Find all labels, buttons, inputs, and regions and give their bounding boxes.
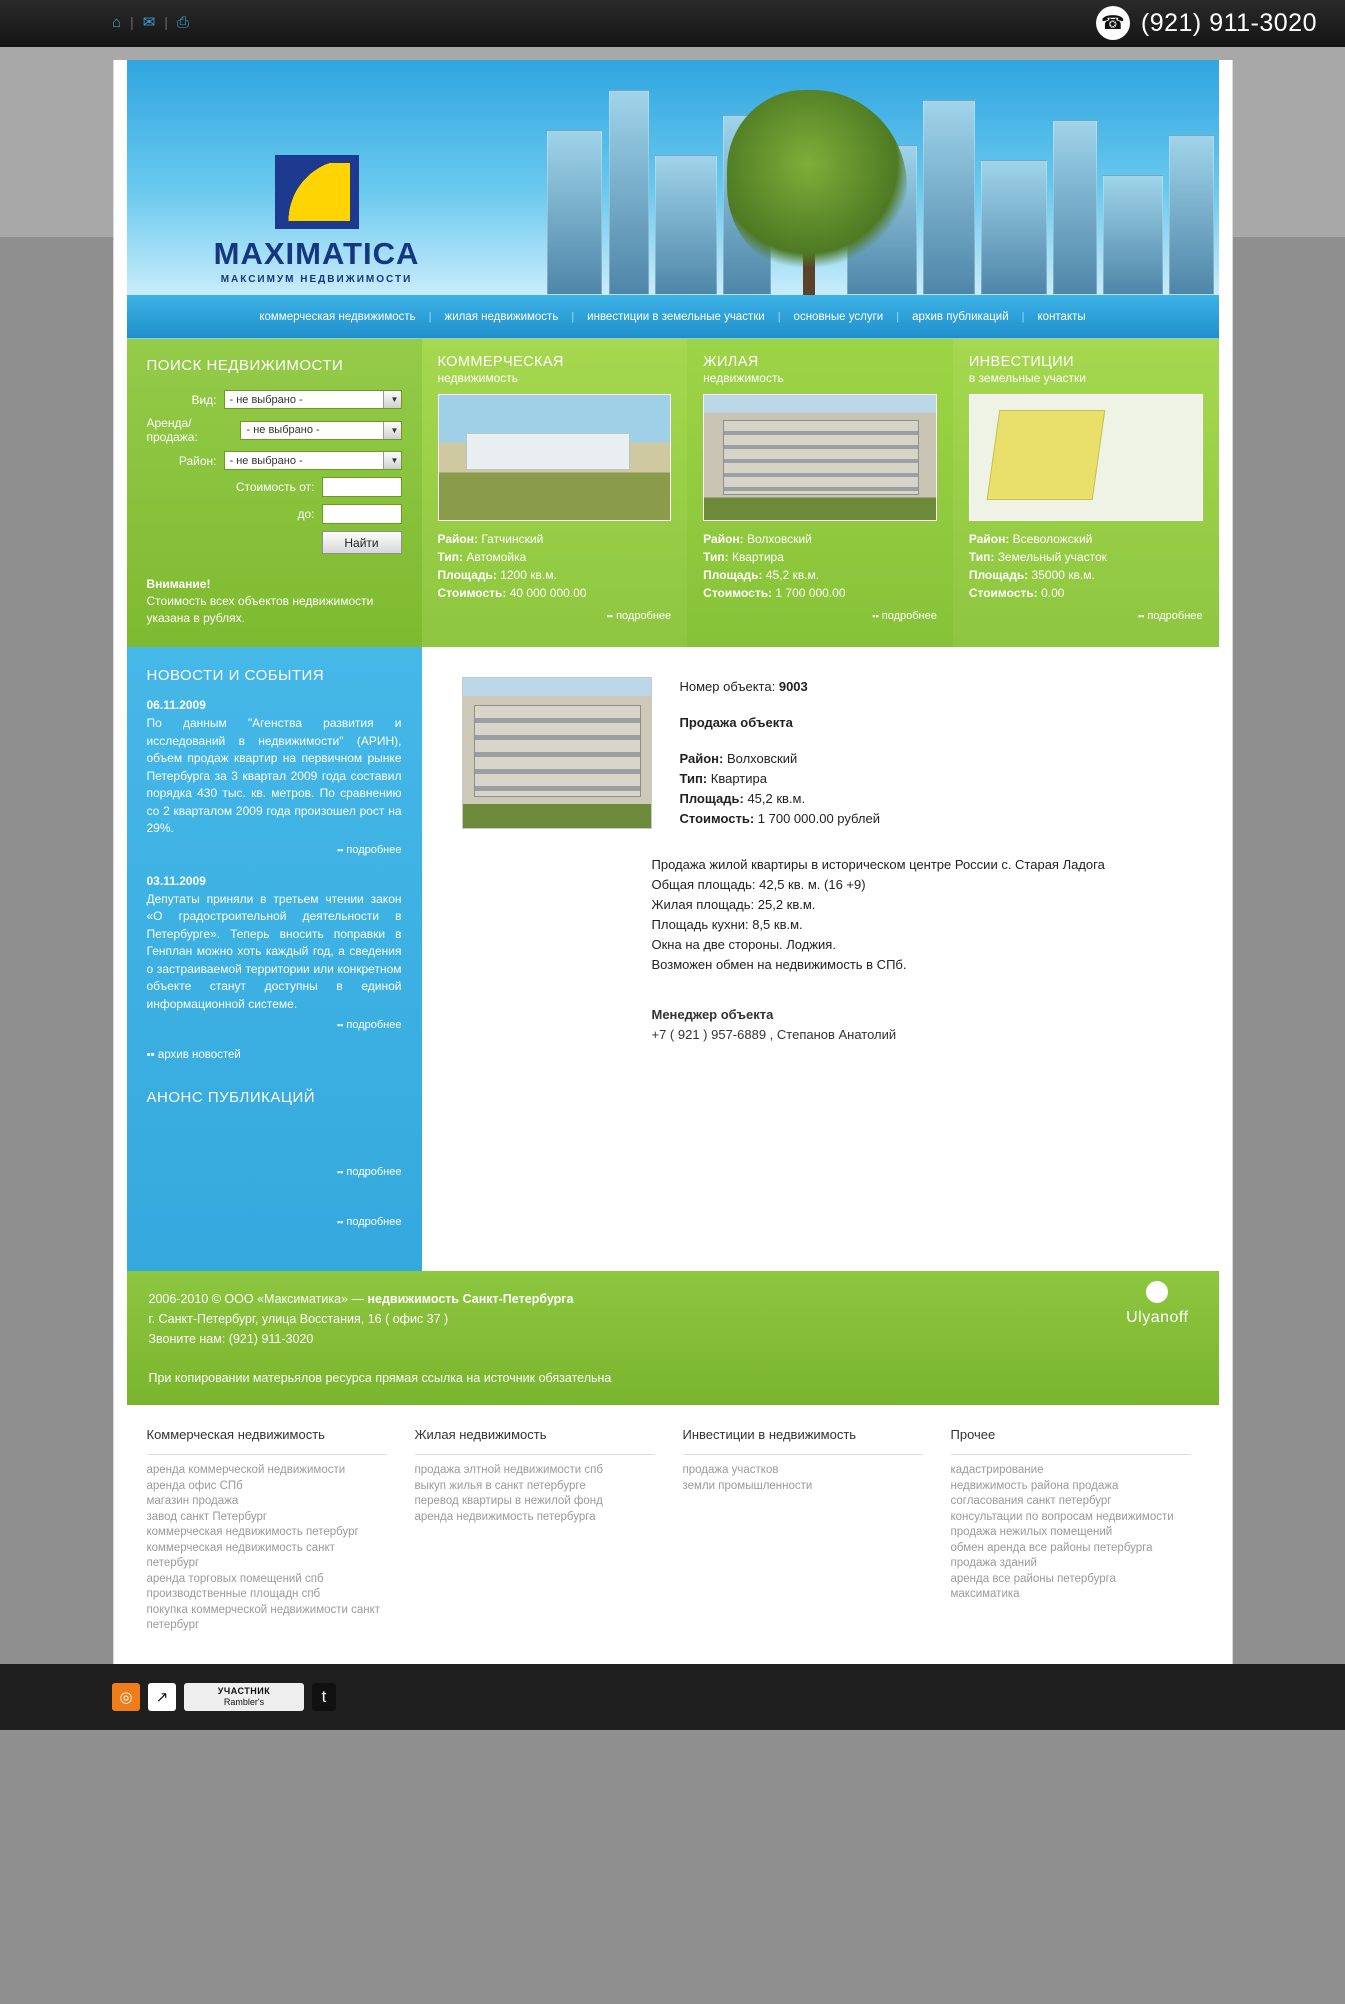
list-item[interactable]: аренда коммерческой недвижимости (146, 1464, 346, 1476)
news-archive-link[interactable]: архив новостей (157, 1049, 241, 1061)
card-investment-more-link[interactable]: подробнее (1147, 610, 1203, 622)
card-type-label: Тип: (437, 550, 463, 564)
link-list (147, 1463, 387, 1634)
object-manager (652, 1005, 1194, 1045)
price-from-input[interactable] (322, 477, 402, 497)
phone-number: (921) 911-3020 (1140, 8, 1317, 37)
news-text: Депутаты приняли в третьем чтении закон «О градостроительной деятельности в Петербурге». Теперь вносить поправки в Генплан можно хоть каждый год, а сведения о застраиваемой территории или конкретном объекте станут доступны в единой информационной системе. (146, 891, 402, 1011)
page-container (113, 60, 1233, 1664)
card-commercial-more (438, 610, 672, 622)
card-price-label: Стоимость: (703, 586, 773, 600)
card-district-value: Гатчинский (481, 532, 544, 546)
list-item[interactable]: продажа элтной недвижимости спб (414, 1464, 603, 1476)
card-type-label: Тип: (968, 550, 995, 564)
search-warning-text: Стоимость всех объектов недвижимости указана в рублях. (146, 594, 374, 625)
link-column-other (941, 1427, 1209, 1634)
search-price-to-row (147, 504, 402, 524)
link-column-title: Жилая недвижимость (415, 1427, 655, 1455)
object-district-row (680, 749, 880, 769)
nav-item-land-investment[interactable]: инвестиции в земельные участки (587, 310, 765, 323)
search-deal-value: - не выбрано - (246, 424, 320, 436)
news-more-link[interactable]: подробнее (346, 843, 402, 856)
news-archive (147, 1049, 402, 1061)
card-investment-info (969, 530, 1203, 602)
object-detail (422, 647, 1219, 1271)
card-residential[interactable] (687, 339, 953, 647)
object-sale-title: Продажа объекта (679, 715, 793, 730)
link-list (683, 1463, 923, 1494)
object-detail-top (462, 677, 1194, 829)
object-description-line: Возможен обмен на недвижимость в СПб. (651, 957, 907, 972)
top-icon-group (112, 14, 189, 30)
nav-divider: | (1021, 310, 1025, 323)
news-item (147, 698, 402, 856)
card-price-label: Стоимость: (437, 586, 507, 600)
search-field-district (147, 451, 402, 470)
logo-name: MAXIMATICA (213, 236, 420, 271)
card-area-value: 35000 кв.м. (1031, 568, 1095, 582)
card-type-value: Автомойка (466, 550, 527, 564)
search-price-from-row (147, 477, 402, 497)
news-panel (127, 647, 422, 1271)
card-area-label: Площадь: (703, 568, 763, 582)
bullet-icon: ▪▪ (146, 1049, 155, 1061)
footer-link-columns (127, 1405, 1219, 1664)
list-item[interactable]: консультации по вопросам недвижимости (950, 1510, 1174, 1523)
card-residential-info (703, 530, 937, 602)
site-logo[interactable] (202, 155, 432, 285)
link-list (415, 1463, 655, 1525)
external-link-icon[interactable]: ↗ (148, 1683, 176, 1711)
chevron-down-icon[interactable]: ▼ (383, 452, 401, 469)
nav-item-contacts[interactable]: контакты (1037, 310, 1086, 323)
rambler-top100-badge[interactable] (184, 1683, 304, 1711)
card-type-label: Тип: (703, 550, 729, 564)
object-price-label: Стоимость: (679, 811, 755, 826)
chevron-down-icon[interactable]: ▼ (383, 391, 401, 408)
rambler-badge-line2: Rambler's (223, 1696, 265, 1707)
card-commercial[interactable] (422, 339, 688, 647)
search-submit-button[interactable]: Найти (322, 531, 402, 554)
search-deal-select[interactable] (240, 421, 401, 440)
phone-icon: ☎ (1096, 6, 1130, 40)
publications-title: АНОНС ПУБЛИКАЦИЙ (146, 1089, 316, 1106)
card-commercial-image[interactable] (438, 394, 672, 521)
search-field-district-label: Район: (178, 453, 217, 468)
card-commercial-info (438, 530, 672, 602)
card-type-value: Квартира (732, 550, 784, 564)
link-column-title: Прочее (951, 1427, 1191, 1455)
card-price-value: 1 700 000.00 (775, 586, 846, 600)
object-description (652, 855, 1194, 975)
mail-icon[interactable]: ✉ (142, 13, 156, 31)
list-item[interactable]: аренда торговых помещений спб (146, 1572, 324, 1585)
search-field-type (147, 390, 402, 409)
object-manager-contact: +7 ( 921 ) 957-6889 , Степанов Анатолий (651, 1027, 897, 1042)
link-list (951, 1463, 1191, 1603)
link-column-title: Коммерческая недвижимость (147, 1427, 387, 1455)
list-item[interactable]: коммерческая недвижимость петербург (146, 1526, 359, 1538)
list-item[interactable]: завод санкт Петербург (146, 1510, 268, 1523)
card-district-value: Всеволожский (1012, 532, 1093, 546)
news-text: По данным "Агенства развития и исследований в недвижимости" (АРИН), объем продаж квартир на первичном рынке Петербурга за 3 квартал 2009 года составил порядка 430 тыс. кв. метров. По сравнению со 2 кварталом 2009 года произошел рост на 29%. (146, 716, 402, 835)
card-area-label: Площадь: (968, 568, 1029, 582)
studio-logo-icon (1146, 1281, 1168, 1303)
bullet-icon: ▪▪ (606, 611, 613, 621)
list-item[interactable]: продажа зданий (950, 1557, 1037, 1569)
footer-copyright-prefix: 2006-2010 © ООО «Максиматика» — (148, 1292, 368, 1306)
nav-divider: | (571, 310, 575, 323)
page-bottom-space (0, 1730, 1345, 1790)
list-item[interactable]: выкуп жилья в санкт петербурге (414, 1479, 586, 1492)
site-banner (127, 60, 1219, 295)
object-area-value: 45,2 кв.м. (747, 791, 806, 806)
list-item[interactable]: перевод квартиры в нежилой фонд (414, 1495, 603, 1507)
twitter-icon[interactable]: t (312, 1683, 336, 1711)
publications-more-link-2[interactable]: подробнее (346, 1216, 402, 1228)
object-district-label: Район: (679, 751, 724, 766)
bullet-icon: ▪▪ (336, 1217, 344, 1227)
list-item[interactable]: производственные площадн спб (146, 1588, 321, 1600)
card-investment-image[interactable] (969, 394, 1203, 521)
publications-more-1 (147, 1166, 402, 1178)
card-investment-subtitle: в земельные участки (968, 371, 1087, 385)
news-date: 06.11.2009 (146, 698, 206, 712)
card-investment-title: ИНВЕСТИЦИИ (968, 354, 1074, 370)
divider: | (164, 14, 168, 30)
publications-more-link-1[interactable]: подробнее (346, 1166, 402, 1178)
footer-phone: Звоните нам: (921) 911-3020 (148, 1332, 314, 1346)
news-more (147, 844, 402, 856)
search-button-row (147, 531, 402, 554)
list-item[interactable]: недвижимость района продажа (950, 1479, 1119, 1492)
home-icon[interactable]: ⌂ (112, 13, 122, 31)
logo-mark-icon (275, 155, 359, 229)
list-item[interactable]: покупка коммерческой недвижимости санкт петербург (146, 1603, 381, 1631)
link-column-title: Инвестиции в недвижимость (683, 1427, 923, 1455)
card-district-value: Волховский (747, 532, 812, 546)
search-district-value: - не выбрано - (229, 454, 303, 467)
object-description-line: Продажа жилой квартиры в историческом центре России с. Старая Ладога (651, 857, 1105, 872)
price-from-label: Стоимость от: (235, 480, 315, 494)
object-number-label: Номер объекта: (679, 679, 776, 694)
main-row (127, 647, 1219, 1271)
object-type-label: Тип: (679, 771, 708, 786)
object-type-value: Квартира (710, 771, 767, 786)
rss-icon[interactable]: ◎ (112, 1683, 140, 1711)
bullet-icon: ▪▪ (336, 1167, 344, 1177)
card-commercial-subtitle: недвижимость (437, 371, 519, 385)
search-title: ПОИСК НЕДВИЖИМОСТИ (146, 357, 344, 374)
list-item[interactable]: продажа участков (682, 1464, 779, 1476)
list-item[interactable]: аренда все районы петербурга (950, 1572, 1116, 1585)
tree-icon (727, 90, 907, 275)
top-bar (0, 0, 1345, 47)
footer-address-block (149, 1289, 1197, 1349)
search-field-deal-label: Аренда/продажа: (146, 416, 198, 444)
object-district-value: Волховский (726, 751, 798, 766)
link-column-investment (673, 1427, 941, 1634)
link-column-residential (405, 1427, 673, 1634)
footer-green (127, 1271, 1219, 1405)
top-row (127, 339, 1219, 647)
search-warning (147, 576, 402, 627)
search-field-type-label: Вид: (191, 392, 217, 407)
card-investment-more (969, 610, 1203, 622)
footer-copy-notice: При копировании матерьялов ресурса прямая ссылка на источник обязательна (148, 1371, 612, 1385)
object-description-line: Площадь кухни: 8,5 кв.м. (651, 917, 803, 932)
search-district-select[interactable] (224, 451, 402, 470)
object-manager-title: Менеджер объекта (651, 1007, 774, 1022)
news-more-link[interactable]: подробнее (346, 1019, 402, 1031)
search-type-select[interactable] (224, 390, 402, 409)
search-type-value: - не выбрано - (229, 393, 303, 406)
card-residential-more (703, 610, 937, 622)
divider: | (130, 14, 134, 30)
object-number-row (680, 677, 880, 697)
card-type-value: Земельный участок (997, 550, 1107, 564)
nav-divider: | (896, 310, 900, 323)
footer-copyright-bold: недвижимость Санкт-Петербурга (367, 1292, 574, 1306)
chevron-down-icon[interactable]: ▼ (383, 422, 401, 439)
list-item[interactable]: максиматика (950, 1588, 1020, 1600)
nav-item-services[interactable]: основные услуги (793, 310, 884, 323)
news-title: НОВОСТИ И СОБЫТИЯ (146, 667, 325, 684)
object-type-row (680, 769, 880, 789)
header-phone (1096, 6, 1317, 40)
print-icon[interactable]: ⎙ (176, 13, 189, 31)
list-item[interactable]: согласования санкт петербург (950, 1495, 1112, 1507)
nav-divider: | (428, 310, 432, 323)
bullet-icon: ▪▪ (872, 611, 879, 621)
object-description-line: Окна на две стороны. Лоджия. (651, 937, 836, 952)
list-item[interactable]: земли промышленности (682, 1479, 813, 1492)
footer-address: г. Санкт-Петербург, улица Восстания, 16 ( офис 37 ) (148, 1312, 449, 1326)
card-residential-title: ЖИЛАЯ (703, 354, 759, 370)
news-more (147, 1019, 402, 1031)
object-description-line: Жилая площадь: 25,2 кв.м. (651, 897, 816, 912)
bullet-icon: ▪▪ (1137, 611, 1145, 621)
nav-item-commercial[interactable]: коммерческая недвижимость (259, 310, 416, 323)
price-to-input[interactable] (322, 504, 402, 524)
object-price-row (680, 809, 880, 829)
list-item[interactable]: обмен аренда все районы петербурга (950, 1541, 1153, 1554)
bottom-badge-bar (0, 1664, 1345, 1730)
object-area-row (680, 789, 880, 809)
object-description-line: Общая площадь: 42,5 кв. м. (16 +9) (651, 877, 866, 892)
card-area-value: 45,2 кв.м. (765, 568, 820, 582)
list-item[interactable]: продажа нежилых помещений (950, 1526, 1113, 1538)
property-search-panel (127, 339, 422, 647)
footer-copyright-line (149, 1289, 1197, 1309)
link-column-commercial (137, 1427, 405, 1634)
card-district-label: Район: (703, 532, 744, 546)
list-item[interactable]: магазин продажа (146, 1495, 239, 1507)
search-field-deal (147, 416, 402, 444)
price-to-label: до: (297, 507, 315, 521)
card-district-label: Район: (437, 532, 478, 546)
list-item[interactable]: аренда офис СПб (146, 1479, 243, 1492)
object-price-value: 1 700 000.00 рублей (757, 811, 880, 826)
card-residential-subtitle: недвижимость (703, 371, 784, 385)
card-district-label: Район: (968, 532, 1010, 546)
publications-more-2 (147, 1216, 402, 1228)
object-area-label: Площадь: (679, 791, 744, 806)
rambler-badge-line1: УЧАСТНИК (217, 1685, 271, 1696)
card-price-value: 40 000 000.00 (509, 586, 587, 600)
card-area-value: 1200 кв.м. (500, 568, 557, 582)
nav-divider: | (777, 310, 781, 323)
nav-item-publications[interactable]: архив публикаций (912, 310, 1009, 323)
card-residential-more-link[interactable]: подробнее (881, 610, 937, 622)
news-item (147, 874, 402, 1032)
list-item[interactable]: аренда недвижимость петербурга (414, 1510, 596, 1523)
card-commercial-title: КОММЕРЧЕСКАЯ (437, 354, 564, 370)
nav-item-residential[interactable]: жилая недвижимость (444, 310, 559, 323)
card-price-label: Стоимость: (968, 586, 1038, 600)
logo-tagline: МАКСИМУМ НЕДВИЖИМОСТИ (220, 274, 413, 285)
card-residential-image[interactable] (703, 394, 937, 521)
main-navigation (127, 295, 1219, 339)
card-commercial-more-link[interactable]: подробнее (616, 610, 672, 622)
search-warning-title: Внимание! (146, 577, 211, 591)
list-item[interactable]: коммерческая недвижимость санкт петербург (146, 1541, 335, 1569)
object-photo[interactable] (462, 677, 652, 829)
studio-name: Ulyanoff (1126, 1309, 1189, 1326)
bullet-icon: ▪▪ (336, 1020, 344, 1030)
card-investment[interactable] (953, 339, 1219, 647)
card-price-value: 0.00 (1041, 586, 1065, 600)
list-item[interactable]: кадастрирование (950, 1464, 1044, 1476)
studio-credit[interactable] (1126, 1281, 1188, 1327)
bullet-icon: ▪▪ (336, 844, 344, 855)
card-area-label: Площадь: (437, 568, 497, 582)
object-number-value: 9003 (778, 679, 808, 694)
object-meta (680, 677, 880, 829)
news-date: 03.11.2009 (146, 873, 206, 888)
